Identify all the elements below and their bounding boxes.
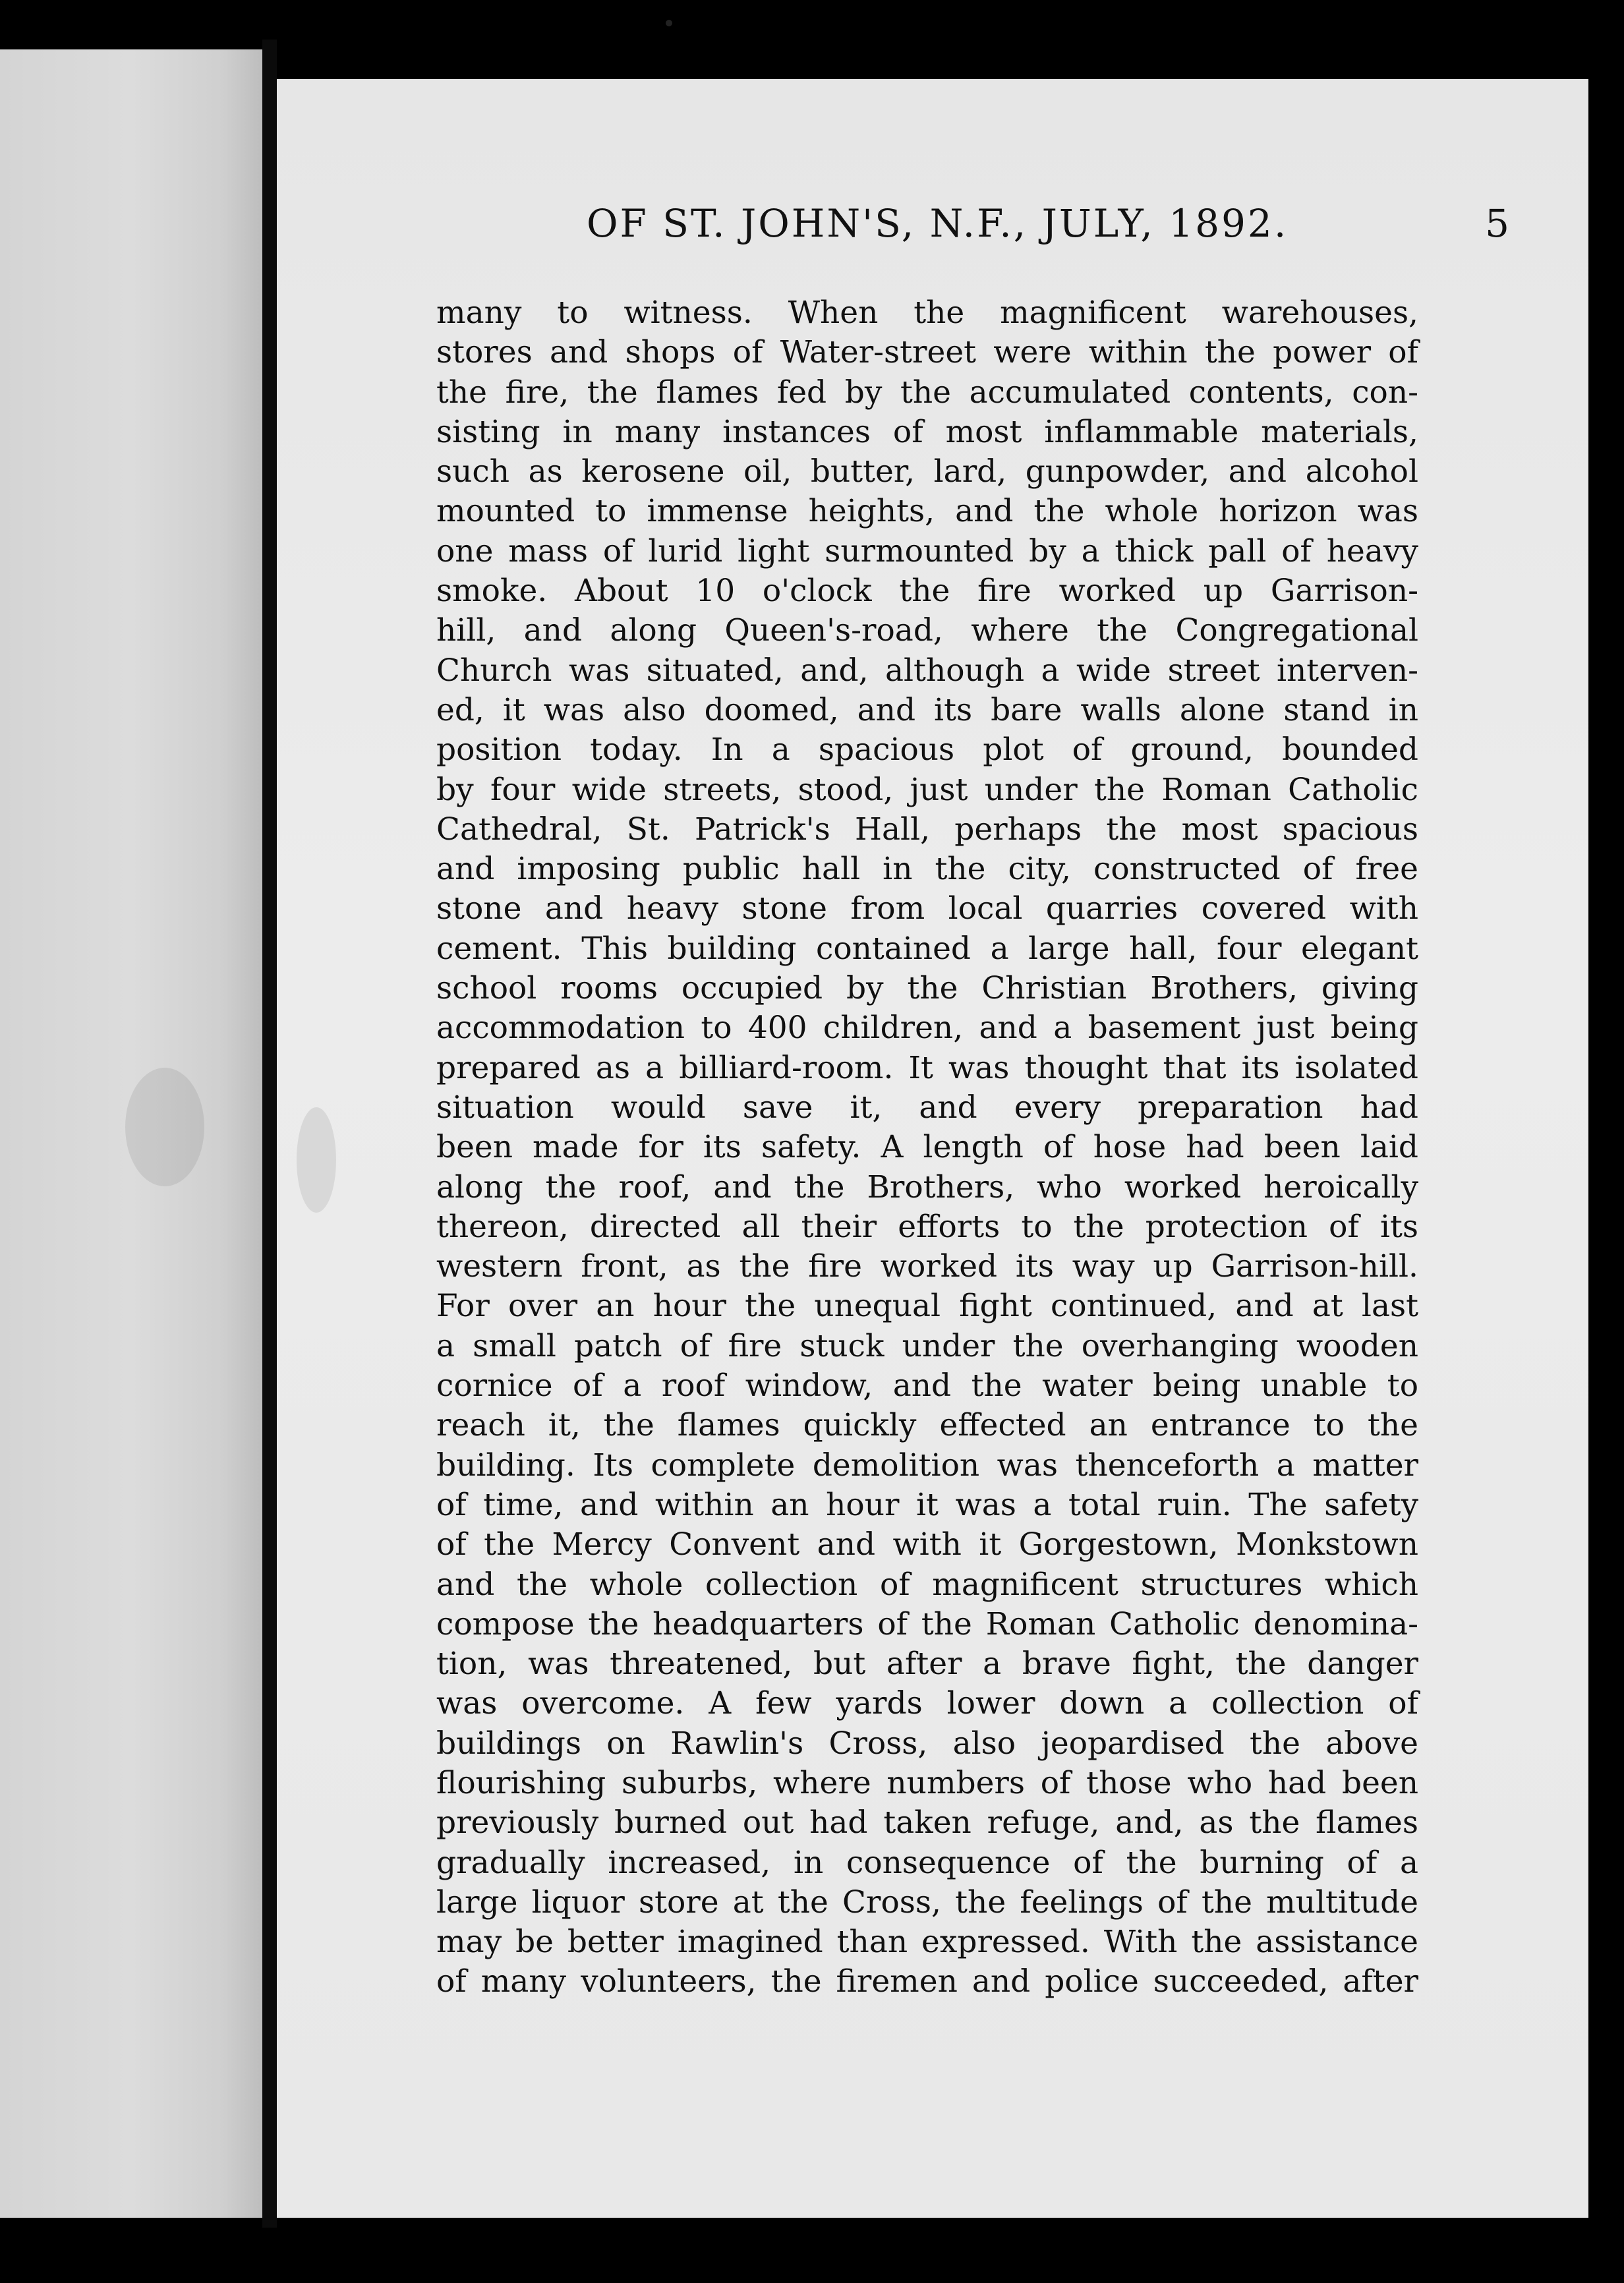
text-line: such as kerosene oil, butter, lard, gunpowder, and alcohol (436, 453, 1418, 490)
text-line: mounted to immense heights, and the whole horizon was (436, 493, 1418, 530)
text-line: compose the headquarters of the Roman Catholic denomina- (436, 1605, 1418, 1642)
text-line: a small patch of fire stuck under the overhanging wooden (436, 1327, 1418, 1364)
text-line: of the Mercy Convent and with it Gorgestown, Monkstown (436, 1526, 1418, 1563)
text-line: buildings on Rawlin's Cross, also jeopardised the above (436, 1725, 1418, 1762)
book-spine-shadow (262, 40, 277, 2228)
text-line: smoke. About 10 o'clock the fire worked up Garrison- (436, 573, 1418, 610)
text-line: the fire, the flames fed by the accumulated contents, con- (436, 374, 1418, 411)
text-line: cornice of a roof window, and the water being unable to (436, 1368, 1418, 1404)
text-line: one mass of lurid light surmounted by a thick pall of heavy (436, 533, 1418, 569)
text-line: along the roof, and the Brothers, who worked heroically (436, 1169, 1418, 1205)
text-line: flourishing suburbs, where numbers of those who had been (436, 1764, 1418, 1801)
text-line: ed, it was also doomed, and its bare walls alone stand in (436, 691, 1418, 728)
text-line: by four wide streets, stood, just under the Roman Catholic (436, 771, 1418, 808)
text-line: school rooms occupied by the Christian Brothers, giving (436, 970, 1418, 1007)
text-line: prepared as a billiard-room. It was thought that its isolated (436, 1049, 1418, 1086)
text-line: of many volunteers, the firemen and police succeeded, after (436, 1963, 1418, 2000)
text-line: of time, and within an hour it was a total ruin. The safety (436, 1486, 1418, 1523)
text-line: Cathedral, St. Patrick's Hall, perhaps the most spacious (436, 811, 1418, 848)
text-line: tion, was threatened, but after a brave fight, the danger (436, 1646, 1418, 1683)
text-line: situation would save it, and every preparation had (436, 1089, 1418, 1126)
smudge-mark (297, 1107, 336, 1213)
text-line: building. Its complete demolition was thenceforth a matter (436, 1447, 1418, 1484)
text-line: For over an hour the unequal fight continued, and at last (436, 1288, 1418, 1325)
text-line: previously burned out had taken refuge, and, as the flames (436, 1805, 1418, 1841)
text-line: many to witness. When the magnificent warehouses, (436, 295, 1418, 331)
text-line: been made for its safety. A length of hose had been laid (436, 1129, 1418, 1166)
text-line: large liquor store at the Cross, the feelings of the multitude (436, 1884, 1418, 1921)
text-line: may be better imagined than expressed. With the assistance (436, 1924, 1418, 1961)
text-line: reach it, the flames quickly effected an entrance to the (436, 1407, 1418, 1444)
text-line: stone and heavy stone from local quarries covered with (436, 890, 1418, 927)
text-line: accommodation to 400 children, and a basement just being (436, 1010, 1418, 1047)
text-line: was overcome. A few yards lower down a collection of (436, 1685, 1418, 1722)
book-page (277, 79, 1588, 2218)
page-number: 5 (1485, 201, 1509, 246)
text-line: and imposing public hall in the city, constructed of free (436, 851, 1418, 888)
text-line: position today. In a spacious plot of ground, bounded (436, 732, 1418, 768)
text-line: western front, as the fire worked its way up Garrison-hill. (436, 1248, 1418, 1285)
running-header: OF ST. JOHN'S, N.F., JULY, 1892. (587, 201, 1289, 246)
text-line: thereon, directed all their efforts to the protection of its (436, 1208, 1418, 1245)
text-line: sisting in many instances of most inflammable materials, (436, 413, 1418, 450)
text-line: hill, and along Queen's-road, where the Congregational (436, 612, 1418, 649)
scan-speck (666, 20, 672, 26)
text-line: gradually increased, in consequence of the burning of a (436, 1844, 1418, 1881)
smudge-mark (125, 1068, 204, 1186)
text-line: and the whole collection of magnificent structures which (436, 1566, 1418, 1603)
body-text (436, 293, 1418, 2002)
text-line: cement. This building contained a large hall, four elegant (436, 930, 1418, 967)
text-line: Church was situated, and, although a wide street interven- (436, 652, 1418, 689)
text-line: stores and shops of Water-street were within the power of (436, 334, 1418, 371)
